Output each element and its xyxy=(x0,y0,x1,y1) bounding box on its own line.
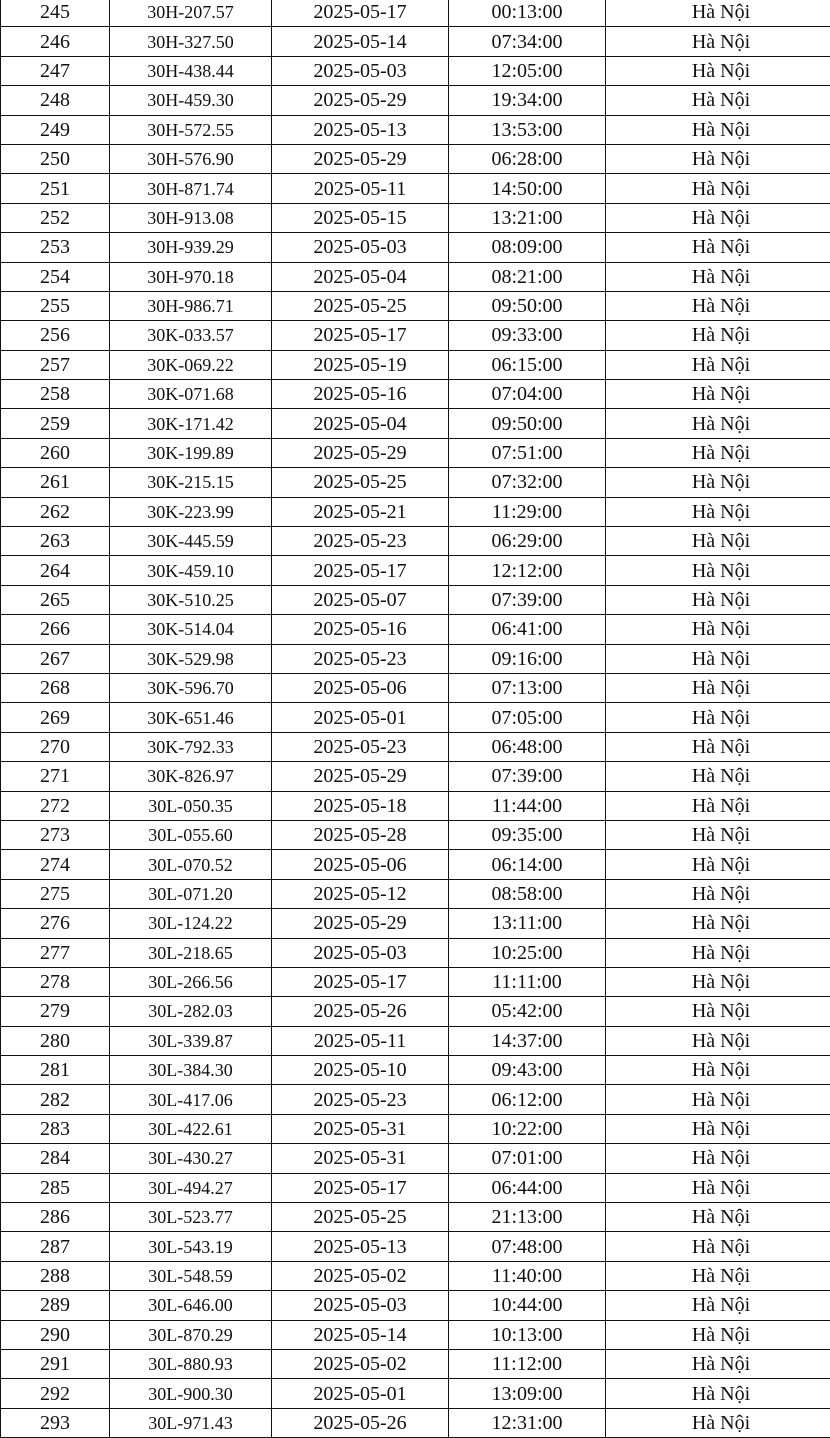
location-cell: Hà Nội xyxy=(606,144,830,173)
table-row xyxy=(1,1144,830,1173)
time-cell: 06:12:00 xyxy=(449,1085,606,1114)
date-cell: 2025-05-03 xyxy=(272,938,449,967)
license-plate-cell: 30L-880.93 xyxy=(110,1349,272,1378)
location-cell: Hà Nội xyxy=(606,409,830,438)
license-plate-cell: 30L-266.56 xyxy=(110,967,272,996)
license-plate-cell: 30L-646.00 xyxy=(110,1291,272,1320)
license-plate-cell: 30H-327.50 xyxy=(110,27,272,56)
table-row xyxy=(1,791,830,820)
location-cell: Hà Nội xyxy=(606,1408,830,1437)
license-plate-cell: 30L-282.03 xyxy=(110,997,272,1026)
location-cell: Hà Nội xyxy=(606,1261,830,1290)
row-number-cell: 282 xyxy=(1,1085,110,1114)
time-cell: 13:09:00 xyxy=(449,1379,606,1408)
location-cell: Hà Nội xyxy=(606,321,830,350)
license-plate-cell: 30L-870.29 xyxy=(110,1320,272,1349)
time-cell: 11:12:00 xyxy=(449,1349,606,1378)
time-cell: 06:29:00 xyxy=(449,527,606,556)
row-number-cell: 260 xyxy=(1,438,110,467)
table-row xyxy=(1,909,830,938)
row-number-cell: 256 xyxy=(1,321,110,350)
location-cell: Hà Nội xyxy=(606,909,830,938)
time-cell: 12:12:00 xyxy=(449,556,606,585)
license-plate-cell: 30H-438.44 xyxy=(110,56,272,85)
license-plate-cell: 30L-548.59 xyxy=(110,1261,272,1290)
date-cell: 2025-05-01 xyxy=(272,703,449,732)
table-row xyxy=(1,27,830,56)
row-number-cell: 281 xyxy=(1,1056,110,1085)
table-row xyxy=(1,1232,830,1261)
date-cell: 2025-05-13 xyxy=(272,115,449,144)
time-cell: 06:44:00 xyxy=(449,1173,606,1202)
table-row xyxy=(1,1320,830,1349)
location-cell: Hà Nội xyxy=(606,556,830,585)
license-plate-cell: 30L-050.35 xyxy=(110,791,272,820)
row-number-cell: 290 xyxy=(1,1320,110,1349)
row-number-cell: 248 xyxy=(1,86,110,115)
row-number-cell: 277 xyxy=(1,938,110,967)
row-number-cell: 257 xyxy=(1,350,110,379)
time-cell: 10:25:00 xyxy=(449,938,606,967)
location-cell: Hà Nội xyxy=(606,791,830,820)
license-plate-cell: 30H-207.57 xyxy=(110,0,272,27)
date-cell: 2025-05-07 xyxy=(272,585,449,614)
row-number-cell: 278 xyxy=(1,967,110,996)
date-cell: 2025-05-29 xyxy=(272,86,449,115)
table-row xyxy=(1,1173,830,1202)
date-cell: 2025-05-15 xyxy=(272,203,449,232)
table-row xyxy=(1,1085,830,1114)
table-row xyxy=(1,321,830,350)
date-cell: 2025-05-12 xyxy=(272,879,449,908)
date-cell: 2025-05-23 xyxy=(272,527,449,556)
license-plate-cell: 30K-514.04 xyxy=(110,615,272,644)
license-plate-cell: 30H-939.29 xyxy=(110,233,272,262)
date-cell: 2025-05-16 xyxy=(272,380,449,409)
date-cell: 2025-05-26 xyxy=(272,1408,449,1437)
date-cell: 2025-05-17 xyxy=(272,556,449,585)
time-cell: 09:35:00 xyxy=(449,820,606,849)
time-cell: 08:58:00 xyxy=(449,879,606,908)
table-row xyxy=(1,615,830,644)
row-number-cell: 285 xyxy=(1,1173,110,1202)
time-cell: 06:41:00 xyxy=(449,615,606,644)
license-plate-cell: 30K-069.22 xyxy=(110,350,272,379)
license-plate-cell: 30H-970.18 xyxy=(110,262,272,291)
license-plate-cell: 30L-070.52 xyxy=(110,850,272,879)
location-cell: Hà Nội xyxy=(606,438,830,467)
row-number-cell: 283 xyxy=(1,1114,110,1143)
location-cell: Hà Nội xyxy=(606,644,830,673)
time-cell: 06:28:00 xyxy=(449,144,606,173)
time-cell: 07:05:00 xyxy=(449,703,606,732)
time-cell: 13:11:00 xyxy=(449,909,606,938)
date-cell: 2025-05-23 xyxy=(272,644,449,673)
time-cell: 10:13:00 xyxy=(449,1320,606,1349)
license-plate-cell: 30K-510.25 xyxy=(110,585,272,614)
table-row xyxy=(1,938,830,967)
time-cell: 08:09:00 xyxy=(449,233,606,262)
row-number-cell: 251 xyxy=(1,174,110,203)
table-row xyxy=(1,820,830,849)
row-number-cell: 266 xyxy=(1,615,110,644)
license-plate-cell: 30L-422.61 xyxy=(110,1114,272,1143)
date-cell: 2025-05-16 xyxy=(272,615,449,644)
date-cell: 2025-05-04 xyxy=(272,409,449,438)
table-row xyxy=(1,438,830,467)
time-cell: 09:33:00 xyxy=(449,321,606,350)
location-cell: Hà Nội xyxy=(606,527,830,556)
time-cell: 08:21:00 xyxy=(449,262,606,291)
row-number-cell: 267 xyxy=(1,644,110,673)
license-plate-cell: 30K-792.33 xyxy=(110,732,272,761)
date-cell: 2025-05-29 xyxy=(272,438,449,467)
license-plate-cell: 30K-445.59 xyxy=(110,527,272,556)
row-number-cell: 250 xyxy=(1,144,110,173)
table-row xyxy=(1,527,830,556)
location-cell: Hà Nội xyxy=(606,1114,830,1143)
table-row xyxy=(1,673,830,702)
row-number-cell: 268 xyxy=(1,673,110,702)
row-number-cell: 262 xyxy=(1,497,110,526)
date-cell: 2025-05-25 xyxy=(272,291,449,320)
location-cell: Hà Nội xyxy=(606,1291,830,1320)
row-number-cell: 273 xyxy=(1,820,110,849)
license-plate-cell: 30L-417.06 xyxy=(110,1085,272,1114)
location-cell: Hà Nội xyxy=(606,291,830,320)
date-cell: 2025-05-29 xyxy=(272,144,449,173)
row-number-cell: 275 xyxy=(1,879,110,908)
date-cell: 2025-05-14 xyxy=(272,27,449,56)
time-cell: 07:32:00 xyxy=(449,468,606,497)
table-row xyxy=(1,409,830,438)
location-cell: Hà Nội xyxy=(606,1173,830,1202)
table-row xyxy=(1,1379,830,1408)
time-cell: 09:50:00 xyxy=(449,409,606,438)
row-number-cell: 259 xyxy=(1,409,110,438)
table-row xyxy=(1,144,830,173)
table-row xyxy=(1,1203,830,1232)
license-plate-cell: 30K-215.15 xyxy=(110,468,272,497)
time-cell: 14:50:00 xyxy=(449,174,606,203)
date-cell: 2025-05-29 xyxy=(272,762,449,791)
time-cell: 06:15:00 xyxy=(449,350,606,379)
time-cell: 11:40:00 xyxy=(449,1261,606,1290)
table-row xyxy=(1,233,830,262)
table-row xyxy=(1,56,830,85)
location-cell: Hà Nội xyxy=(606,762,830,791)
date-cell: 2025-05-23 xyxy=(272,732,449,761)
time-cell: 07:51:00 xyxy=(449,438,606,467)
table-row xyxy=(1,203,830,232)
table-row xyxy=(1,86,830,115)
table-row xyxy=(1,0,830,27)
row-number-cell: 249 xyxy=(1,115,110,144)
table-row xyxy=(1,115,830,144)
license-plate-cell: 30L-384.30 xyxy=(110,1056,272,1085)
row-number-cell: 245 xyxy=(1,0,110,27)
row-number-cell: 264 xyxy=(1,556,110,585)
time-cell: 07:34:00 xyxy=(449,27,606,56)
date-cell: 2025-05-18 xyxy=(272,791,449,820)
date-cell: 2025-05-21 xyxy=(272,497,449,526)
row-number-cell: 246 xyxy=(1,27,110,56)
date-cell: 2025-05-25 xyxy=(272,468,449,497)
date-cell: 2025-05-13 xyxy=(272,1232,449,1261)
row-number-cell: 274 xyxy=(1,850,110,879)
table-row xyxy=(1,1261,830,1290)
license-plate-cell: 30L-071.20 xyxy=(110,879,272,908)
location-cell: Hà Nội xyxy=(606,1232,830,1261)
license-plate-cell: 30L-523.77 xyxy=(110,1203,272,1232)
row-number-cell: 255 xyxy=(1,291,110,320)
date-cell: 2025-05-26 xyxy=(272,997,449,1026)
location-cell: Hà Nội xyxy=(606,380,830,409)
table-row xyxy=(1,703,830,732)
row-number-cell: 289 xyxy=(1,1291,110,1320)
time-cell: 11:29:00 xyxy=(449,497,606,526)
row-number-cell: 287 xyxy=(1,1232,110,1261)
date-cell: 2025-05-31 xyxy=(272,1114,449,1143)
date-cell: 2025-05-17 xyxy=(272,0,449,27)
table-row xyxy=(1,350,830,379)
date-cell: 2025-05-23 xyxy=(272,1085,449,1114)
time-cell: 19:34:00 xyxy=(449,86,606,115)
location-cell: Hà Nội xyxy=(606,1056,830,1085)
table-row xyxy=(1,1026,830,1055)
location-cell: Hà Nội xyxy=(606,497,830,526)
date-cell: 2025-05-06 xyxy=(272,850,449,879)
row-number-cell: 286 xyxy=(1,1203,110,1232)
license-plate-cell: 30K-826.97 xyxy=(110,762,272,791)
row-number-cell: 291 xyxy=(1,1349,110,1378)
row-number-cell: 272 xyxy=(1,791,110,820)
table-row xyxy=(1,732,830,761)
table-row xyxy=(1,1291,830,1320)
row-number-cell: 254 xyxy=(1,262,110,291)
time-cell: 05:42:00 xyxy=(449,997,606,1026)
license-plate-cell: 30H-459.30 xyxy=(110,86,272,115)
time-cell: 13:21:00 xyxy=(449,203,606,232)
date-cell: 2025-05-03 xyxy=(272,1291,449,1320)
location-cell: Hà Nội xyxy=(606,262,830,291)
table-row xyxy=(1,468,830,497)
row-number-cell: 293 xyxy=(1,1408,110,1437)
location-cell: Hà Nội xyxy=(606,468,830,497)
time-cell: 12:05:00 xyxy=(449,56,606,85)
time-cell: 21:13:00 xyxy=(449,1203,606,1232)
row-number-cell: 284 xyxy=(1,1144,110,1173)
license-plate-cell: 30L-218.65 xyxy=(110,938,272,967)
license-plate-cell: 30L-339.87 xyxy=(110,1026,272,1055)
row-number-cell: 292 xyxy=(1,1379,110,1408)
time-cell: 10:22:00 xyxy=(449,1114,606,1143)
table-row xyxy=(1,291,830,320)
date-cell: 2025-05-02 xyxy=(272,1261,449,1290)
row-number-cell: 261 xyxy=(1,468,110,497)
location-cell: Hà Nội xyxy=(606,350,830,379)
license-plate-cell: 30H-913.08 xyxy=(110,203,272,232)
time-cell: 11:44:00 xyxy=(449,791,606,820)
date-cell: 2025-05-31 xyxy=(272,1144,449,1173)
table-row xyxy=(1,997,830,1026)
time-cell: 07:39:00 xyxy=(449,762,606,791)
license-plate-cell: 30K-223.99 xyxy=(110,497,272,526)
table-row xyxy=(1,497,830,526)
location-cell: Hà Nội xyxy=(606,1320,830,1349)
date-cell: 2025-05-03 xyxy=(272,56,449,85)
time-cell: 11:11:00 xyxy=(449,967,606,996)
license-plate-cell: 30L-430.27 xyxy=(110,1144,272,1173)
date-cell: 2025-05-11 xyxy=(272,1026,449,1055)
table-row xyxy=(1,380,830,409)
location-cell: Hà Nội xyxy=(606,174,830,203)
time-cell: 09:43:00 xyxy=(449,1056,606,1085)
table-row xyxy=(1,762,830,791)
time-cell: 07:39:00 xyxy=(449,585,606,614)
row-number-cell: 271 xyxy=(1,762,110,791)
license-plate-cell: 30H-572.55 xyxy=(110,115,272,144)
license-plate-cell: 30L-124.22 xyxy=(110,909,272,938)
table-row xyxy=(1,585,830,614)
time-cell: 09:50:00 xyxy=(449,291,606,320)
date-cell: 2025-05-06 xyxy=(272,673,449,702)
time-cell: 06:14:00 xyxy=(449,850,606,879)
table-row xyxy=(1,1408,830,1437)
table-row xyxy=(1,1114,830,1143)
row-number-cell: 288 xyxy=(1,1261,110,1290)
date-cell: 2025-05-14 xyxy=(272,1320,449,1349)
license-plate-cell: 30K-071.68 xyxy=(110,380,272,409)
license-plate-cell: 30L-543.19 xyxy=(110,1232,272,1261)
row-number-cell: 252 xyxy=(1,203,110,232)
location-cell: Hà Nội xyxy=(606,1085,830,1114)
table-row xyxy=(1,1349,830,1378)
location-cell: Hà Nội xyxy=(606,850,830,879)
time-cell: 00:13:00 xyxy=(449,0,606,27)
row-number-cell: 253 xyxy=(1,233,110,262)
table-row xyxy=(1,556,830,585)
date-cell: 2025-05-02 xyxy=(272,1349,449,1378)
license-plate-cell: 30K-459.10 xyxy=(110,556,272,585)
location-cell: Hà Nội xyxy=(606,233,830,262)
location-cell: Hà Nội xyxy=(606,203,830,232)
row-number-cell: 265 xyxy=(1,585,110,614)
time-cell: 12:31:00 xyxy=(449,1408,606,1437)
table-row xyxy=(1,850,830,879)
time-cell: 07:48:00 xyxy=(449,1232,606,1261)
location-cell: Hà Nội xyxy=(606,967,830,996)
time-cell: 07:01:00 xyxy=(449,1144,606,1173)
location-cell: Hà Nội xyxy=(606,1026,830,1055)
row-number-cell: 263 xyxy=(1,527,110,556)
date-cell: 2025-05-03 xyxy=(272,233,449,262)
table-body xyxy=(1,0,830,1438)
row-number-cell: 258 xyxy=(1,380,110,409)
location-cell: Hà Nội xyxy=(606,0,830,27)
row-number-cell: 247 xyxy=(1,56,110,85)
location-cell: Hà Nội xyxy=(606,732,830,761)
time-cell: 14:37:00 xyxy=(449,1026,606,1055)
license-plate-cell: 30L-900.30 xyxy=(110,1379,272,1408)
location-cell: Hà Nội xyxy=(606,1144,830,1173)
license-plate-cell: 30K-651.46 xyxy=(110,703,272,732)
date-cell: 2025-05-11 xyxy=(272,174,449,203)
table-row xyxy=(1,879,830,908)
date-cell: 2025-05-10 xyxy=(272,1056,449,1085)
location-cell: Hà Nội xyxy=(606,1379,830,1408)
location-cell: Hà Nội xyxy=(606,997,830,1026)
location-cell: Hà Nội xyxy=(606,585,830,614)
row-number-cell: 270 xyxy=(1,732,110,761)
table-row xyxy=(1,1056,830,1085)
location-cell: Hà Nội xyxy=(606,115,830,144)
row-number-cell: 280 xyxy=(1,1026,110,1055)
license-plate-cell: 30L-971.43 xyxy=(110,1408,272,1437)
time-cell: 13:53:00 xyxy=(449,115,606,144)
license-plate-cell: 30H-986.71 xyxy=(110,291,272,320)
location-cell: Hà Nội xyxy=(606,938,830,967)
location-cell: Hà Nội xyxy=(606,27,830,56)
location-cell: Hà Nội xyxy=(606,615,830,644)
date-cell: 2025-05-17 xyxy=(272,321,449,350)
location-cell: Hà Nội xyxy=(606,673,830,702)
date-cell: 2025-05-17 xyxy=(272,967,449,996)
location-cell: Hà Nội xyxy=(606,1349,830,1378)
date-cell: 2025-05-29 xyxy=(272,909,449,938)
license-plate-cell: 30K-033.57 xyxy=(110,321,272,350)
license-plate-cell: 30K-596.70 xyxy=(110,673,272,702)
location-cell: Hà Nội xyxy=(606,820,830,849)
date-cell: 2025-05-19 xyxy=(272,350,449,379)
time-cell: 07:13:00 xyxy=(449,673,606,702)
location-cell: Hà Nội xyxy=(606,56,830,85)
date-cell: 2025-05-17 xyxy=(272,1173,449,1202)
date-cell: 2025-05-28 xyxy=(272,820,449,849)
time-cell: 10:44:00 xyxy=(449,1291,606,1320)
date-cell: 2025-05-25 xyxy=(272,1203,449,1232)
table-row xyxy=(1,644,830,673)
license-plate-cell: 30L-055.60 xyxy=(110,820,272,849)
row-number-cell: 276 xyxy=(1,909,110,938)
license-plate-cell: 30H-871.74 xyxy=(110,174,272,203)
location-cell: Hà Nội xyxy=(606,1203,830,1232)
location-cell: Hà Nội xyxy=(606,86,830,115)
table-row xyxy=(1,262,830,291)
date-cell: 2025-05-04 xyxy=(272,262,449,291)
license-plate-cell: 30K-529.98 xyxy=(110,644,272,673)
row-number-cell: 279 xyxy=(1,997,110,1026)
table-row xyxy=(1,174,830,203)
location-cell: Hà Nội xyxy=(606,703,830,732)
time-cell: 07:04:00 xyxy=(449,380,606,409)
license-plate-cell: 30L-494.27 xyxy=(110,1173,272,1202)
time-cell: 06:48:00 xyxy=(449,732,606,761)
license-plate-cell: 30K-199.89 xyxy=(110,438,272,467)
date-cell: 2025-05-01 xyxy=(272,1379,449,1408)
license-plate-cell: 30H-576.90 xyxy=(110,144,272,173)
row-number-cell: 269 xyxy=(1,703,110,732)
license-plate-cell: 30K-171.42 xyxy=(110,409,272,438)
location-cell: Hà Nội xyxy=(606,879,830,908)
time-cell: 09:16:00 xyxy=(449,644,606,673)
table-row xyxy=(1,967,830,996)
